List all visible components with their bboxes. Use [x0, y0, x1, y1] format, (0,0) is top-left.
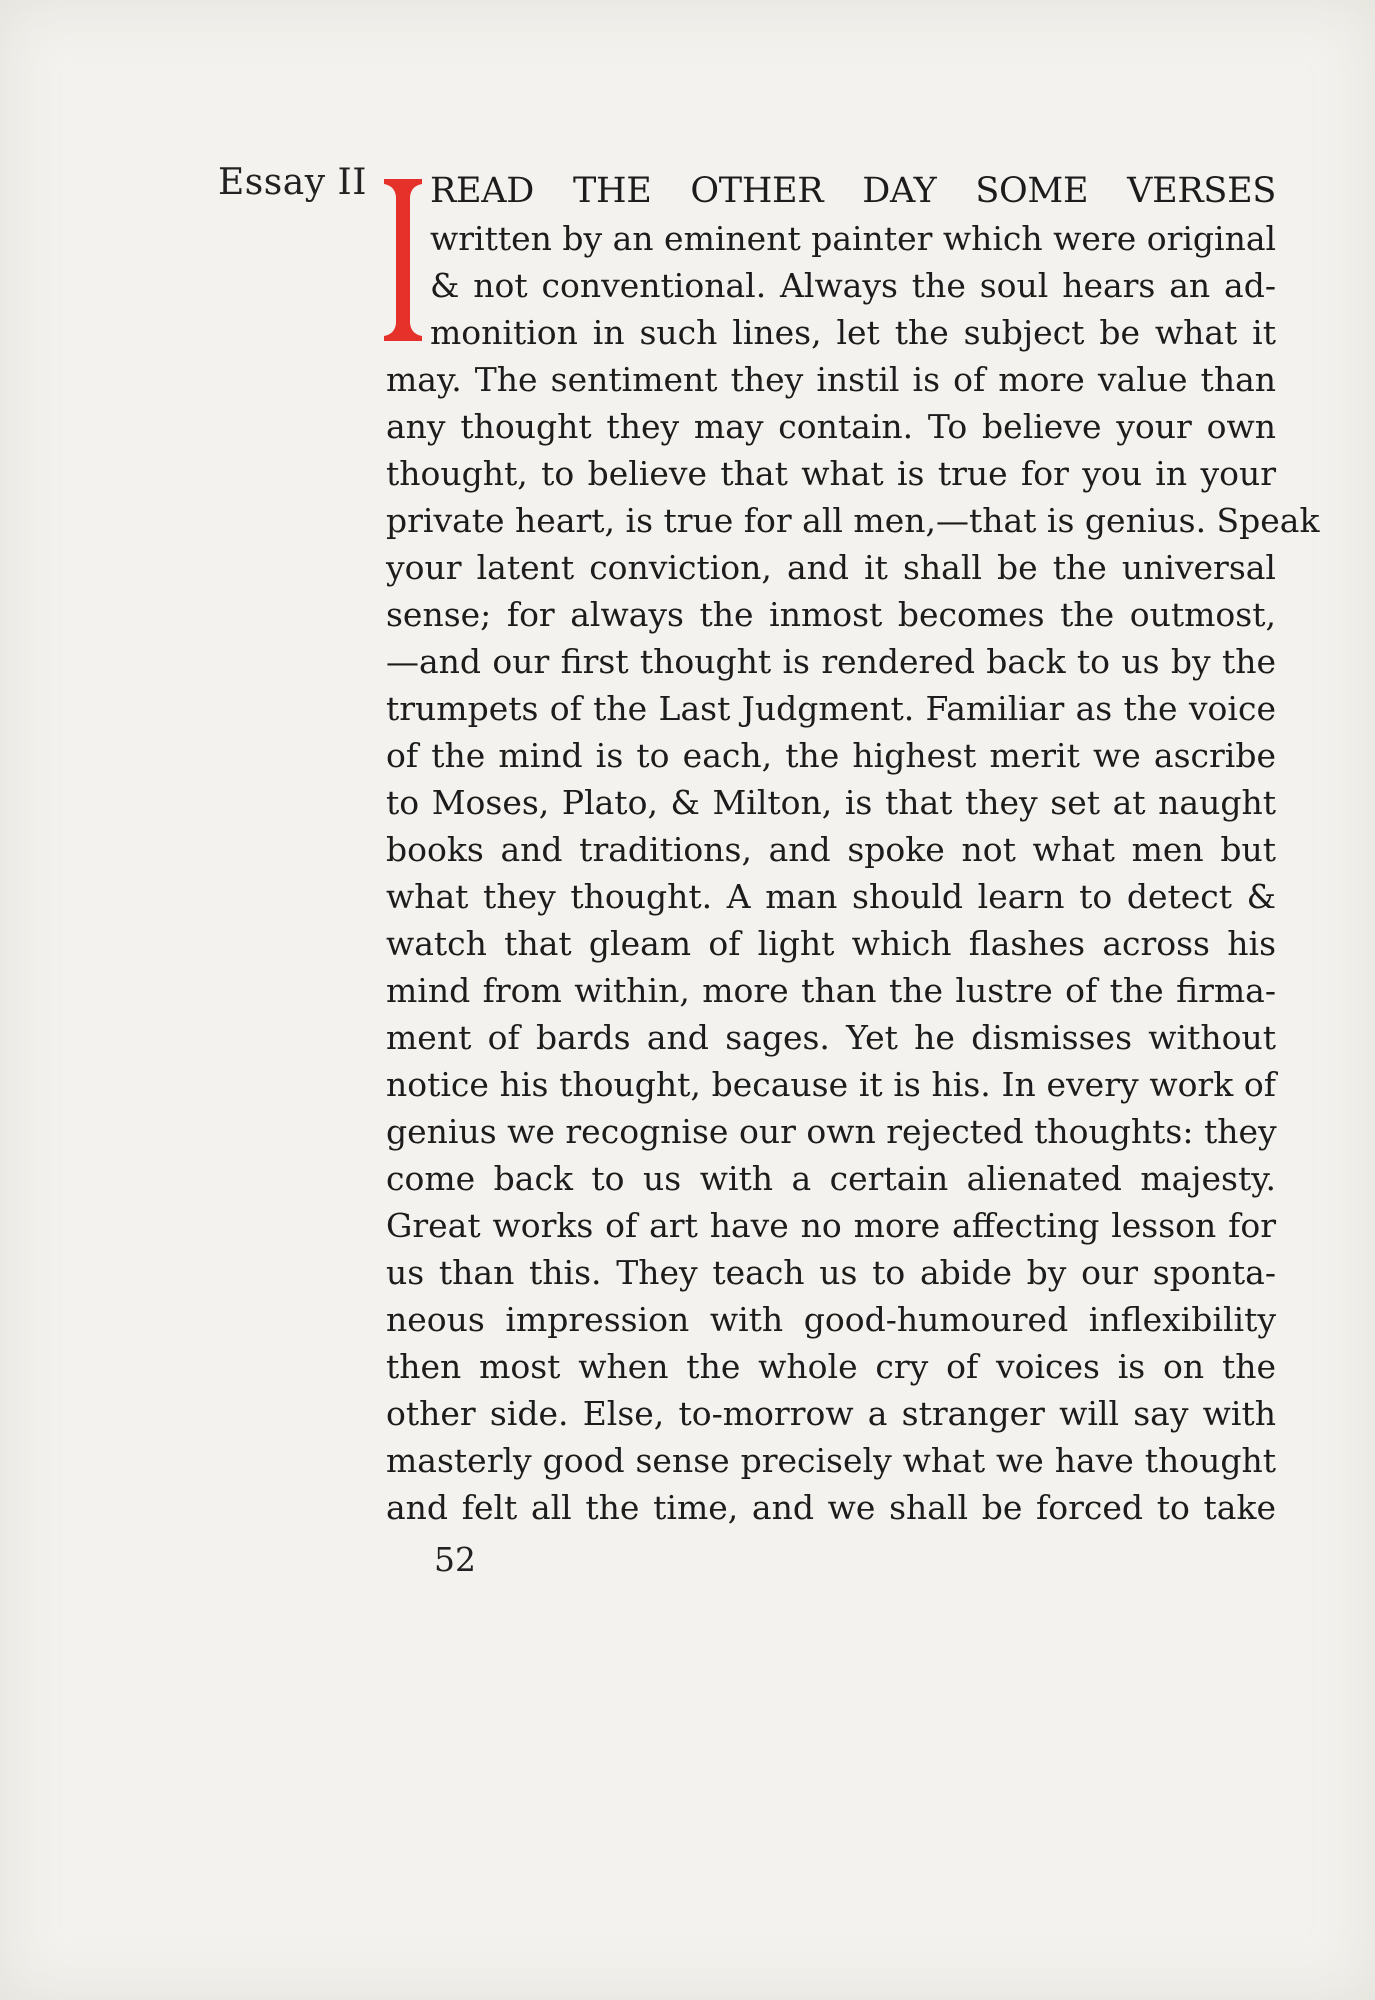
text-line: any thought they may contain. To believe your own [386, 407, 1276, 446]
text-line: READ THE OTHER DAY SOME VERSES [430, 171, 1276, 211]
text-line: genius we recognise our own rejected thoughts: they [386, 1112, 1277, 1151]
text-line: mind from within, more than the lustre of the firma- [386, 971, 1276, 1010]
essay-margin-note: Essay II [218, 162, 367, 203]
text-line: thought, to believe that what is true for you in your [386, 454, 1276, 493]
text-line: monition in such lines, let the subject be what it [430, 313, 1276, 352]
text-line: other side. Else, to-morrow a stranger will say with [386, 1394, 1276, 1433]
text-line: & not conventional. Always the soul hears an ad- [430, 266, 1276, 305]
text-line: may. The sentiment they instil is of more value than [386, 360, 1276, 399]
text-line: watch that gleam of light which flashes across his [386, 924, 1276, 963]
text-line: —and our first thought is rendered back to us by the [386, 642, 1276, 681]
text-line: notice his thought, because it is his. In every work of [386, 1065, 1276, 1104]
text-line: then most when the whole cry of voices is on the [386, 1347, 1276, 1386]
text-line: and felt all the time, and we shall be forced to take [386, 1488, 1276, 1527]
essay-body-text [386, 168, 1320, 1531]
text-line: ment of bards and sages. Yet he dismisses without [386, 1018, 1276, 1057]
text-line: of the mind is to each, the highest merit we ascribe [386, 736, 1276, 775]
text-line: us than this. They teach us to abide by our sponta- [386, 1253, 1276, 1292]
text-line: to Moses, Plato, & Milton, is that they set at naught [386, 783, 1276, 822]
text-line: written by an eminent painter which were original [430, 219, 1277, 258]
text-line: neous impression with good-humoured inflexibility [386, 1300, 1276, 1339]
text-line: your latent conviction, and it shall be the universal [386, 548, 1276, 587]
text-line: what they thought. A man should learn to detect & [386, 877, 1276, 916]
text-line: masterly good sense precisely what we have thought [386, 1441, 1276, 1480]
text-line: sense; for always the inmost becomes the outmost, [386, 595, 1276, 634]
text-line: books and traditions, and spoke not what men but [386, 830, 1276, 869]
text-line: Great works of art have no more affecting lesson for [386, 1206, 1276, 1245]
text-line: trumpets of the Last Judgment. Familiar as the voice [386, 689, 1276, 728]
text-line: come back to us with a certain alienated majesty. [386, 1159, 1276, 1198]
text-line: private heart, is true for all men,—that is genius. Speak [386, 501, 1320, 540]
page-number: 52 [434, 1540, 476, 1579]
